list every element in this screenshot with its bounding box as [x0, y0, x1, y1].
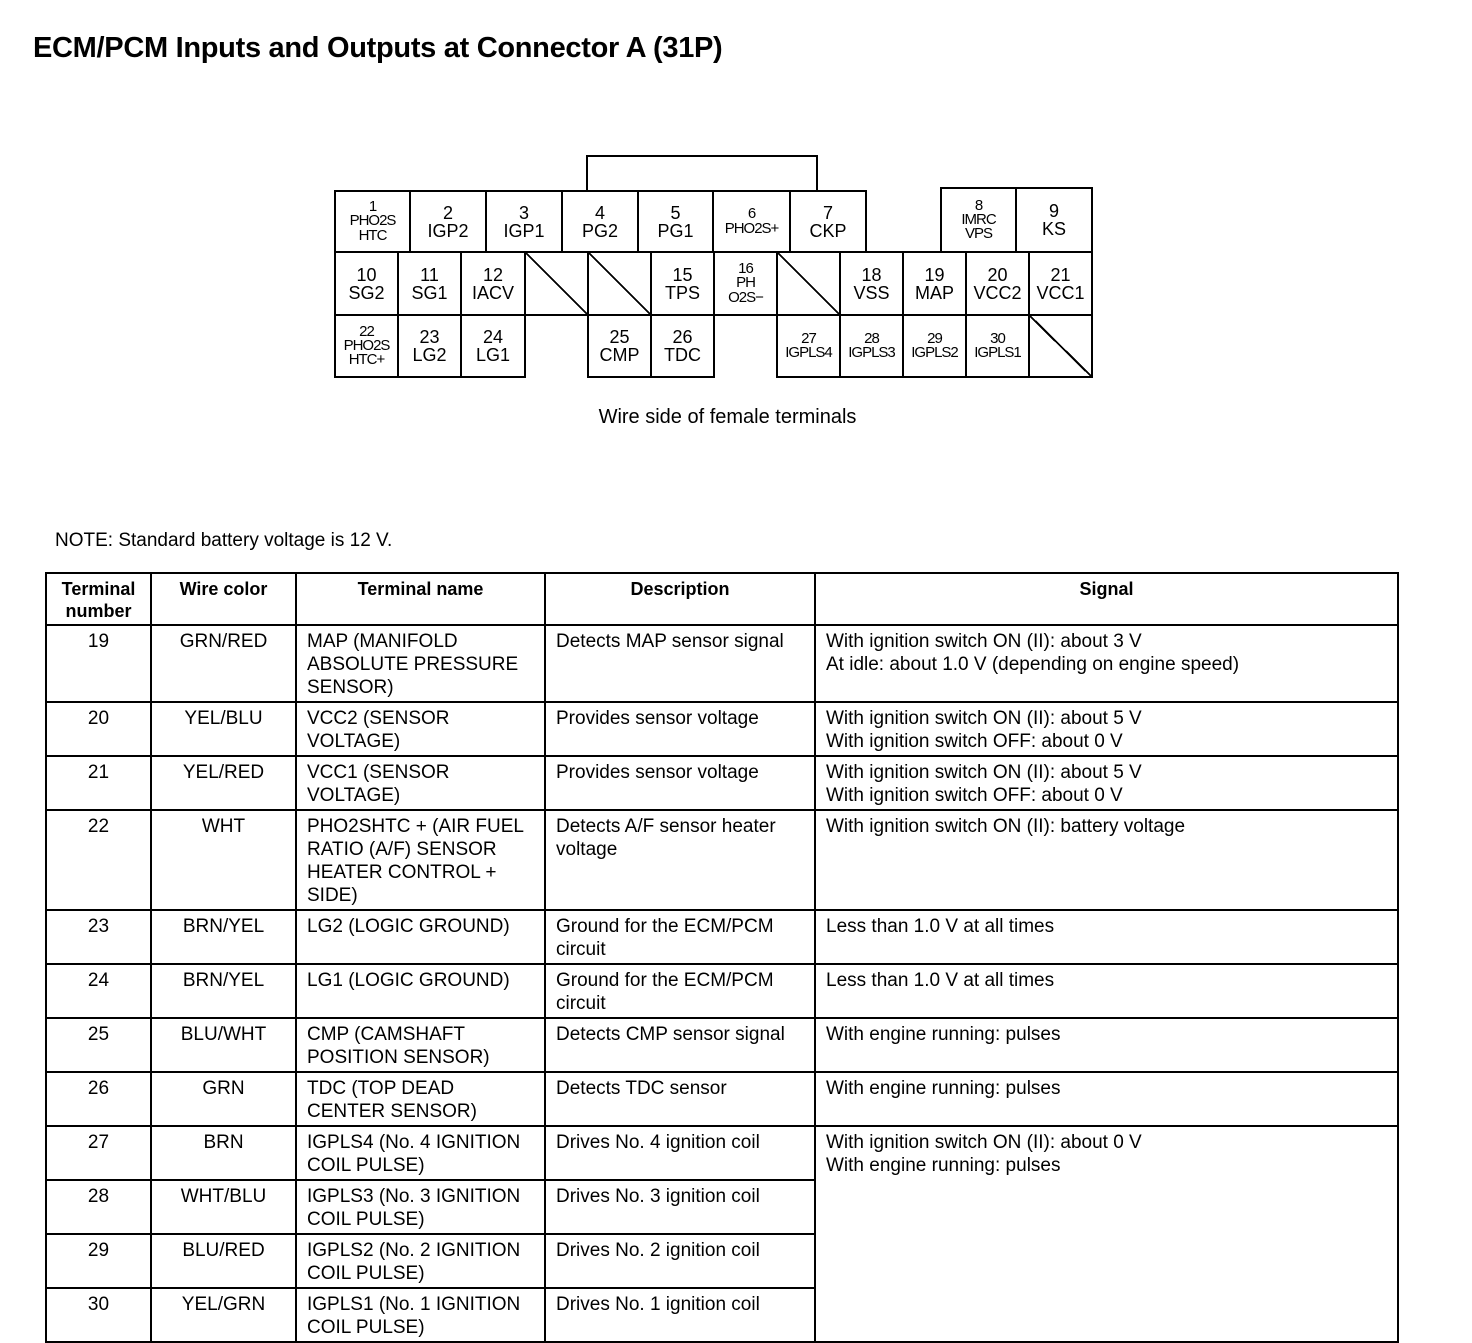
pin-14-blank [587, 251, 652, 316]
terminal-number: 24 [46, 964, 151, 1018]
pin-12: 12 IACV [460, 251, 526, 316]
description: Drives No. 3 ignition coil [545, 1180, 815, 1234]
terminal-number: 29 [46, 1234, 151, 1288]
terminal-number: 22 [46, 810, 151, 910]
signal-line: With ignition switch ON (II): battery voltage [826, 816, 1186, 837]
terminal-name: IGPLS4 (No. 4 IGNITION COIL PULSE) [296, 1126, 545, 1180]
pin-28: 28 IGPLS3 [839, 314, 904, 378]
terminal-name: VCC2 (SENSOR VOLTAGE) [296, 702, 545, 756]
description: Drives No. 4 ignition coil [545, 1126, 815, 1180]
terminal-name: PHO2SHTC + (AIR FUEL RATIO (A/F) SENSOR HEATER CONTROL + SIDE) [296, 810, 545, 910]
pin-13-blank [524, 251, 589, 316]
pin-11: 11 SG1 [397, 251, 462, 316]
signal [815, 625, 1398, 702]
terminal-name: VCC1 (SENSOR VOLTAGE) [296, 756, 545, 810]
table-row [46, 702, 1398, 756]
pin-18: 18 VSS [839, 251, 904, 316]
table-row [46, 1018, 1398, 1072]
description: Provides sensor voltage [545, 756, 815, 810]
signal [815, 1072, 1398, 1126]
signal [815, 964, 1398, 1018]
signal-line: At idle: about 1.0 V (depending on engine speed) [826, 654, 1240, 675]
signal [815, 910, 1398, 964]
pin-25: 25 CMP [587, 314, 652, 378]
terminal-name: IGPLS1 (No. 1 IGNITION COIL PULSE) [296, 1288, 545, 1342]
pin-2: 2 IGP2 [409, 190, 487, 253]
signal-line: With ignition switch ON (II): about 5 V [826, 762, 1142, 783]
signal-line: Less than 1.0 V at all times [826, 916, 1055, 937]
pin-4: 4 PG2 [561, 190, 639, 253]
description: Ground for the ECM/PCM circuit [545, 910, 815, 964]
table-row [46, 810, 1398, 910]
table-row [46, 625, 1398, 702]
io-table [45, 572, 1399, 1343]
terminal-number: 21 [46, 756, 151, 810]
pin-29: 29 IGPLS2 [902, 314, 967, 378]
table-row [46, 1126, 1398, 1180]
pin-19: 19 MAP [902, 251, 967, 316]
pin-16: 16 PH O2S− [713, 251, 778, 316]
description: Detects CMP sensor signal [545, 1018, 815, 1072]
wire-color: BRN/YEL [151, 910, 296, 964]
description: Provides sensor voltage [545, 702, 815, 756]
terminal-name: LG1 (LOGIC GROUND) [296, 964, 545, 1018]
connector-caption: Wire side of female terminals [598, 406, 857, 428]
pin-10: 10 SG2 [334, 251, 399, 316]
pin-20: 20 VCC2 [965, 251, 1030, 316]
terminal-number: 26 [46, 1072, 151, 1126]
header-wire-color: Wire color [151, 573, 296, 625]
wire-color: YEL/BLU [151, 702, 296, 756]
description: Detects A/F sensor heater voltage [545, 810, 815, 910]
pin-27: 27 IGPLS4 [776, 314, 841, 378]
signal [815, 810, 1398, 910]
table-row [46, 756, 1398, 810]
table-row [46, 1072, 1398, 1126]
header-terminal-name: Terminal name [296, 573, 545, 625]
header-signal: Signal [815, 573, 1398, 625]
wire-color: WHT/BLU [151, 1180, 296, 1234]
terminal-number: 23 [46, 910, 151, 964]
terminal-number: 30 [46, 1288, 151, 1342]
terminal-name: LG2 (LOGIC GROUND) [296, 910, 545, 964]
wire-color: BRN [151, 1126, 296, 1180]
signal-line: With ignition switch OFF: about 0 V [826, 731, 1123, 752]
wire-color: YEL/GRN [151, 1288, 296, 1342]
terminal-number: 19 [46, 625, 151, 702]
signal-line: With engine running: pulses [826, 1024, 1061, 1045]
connector-diagram [0, 0, 1472, 500]
wire-color: YEL/RED [151, 756, 296, 810]
terminal-number: 25 [46, 1018, 151, 1072]
signal-line: With ignition switch ON (II): about 5 V [826, 708, 1142, 729]
pin-17-blank [776, 251, 841, 316]
terminal-name: MAP (MANIFOLD ABSOLUTE PRESSURE SENSOR) [296, 625, 545, 702]
pin-22: 22 PHO2S HTC+ [334, 314, 399, 378]
wire-color: BLU/RED [151, 1234, 296, 1288]
signal [815, 1018, 1398, 1072]
pin-1: 1 PHO2S HTC [334, 190, 411, 253]
signal [815, 756, 1398, 810]
pin-31-blank [1028, 314, 1093, 378]
pin-7: 7 CKP [789, 190, 867, 253]
description: Detects MAP sensor signal [545, 625, 815, 702]
pin-21: 21 VCC1 [1028, 251, 1093, 316]
signal-line: With engine running: pulses [826, 1155, 1061, 1176]
wire-color: BRN/YEL [151, 964, 296, 1018]
terminal-number: 20 [46, 702, 151, 756]
description: Ground for the ECM/PCM circuit [545, 964, 815, 1018]
signal-line: Less than 1.0 V at all times [826, 970, 1055, 991]
pin-26: 26 TDC [650, 314, 715, 378]
pin-5: 5 PG1 [637, 190, 714, 253]
pin-6: 6 PHO2S+ [712, 190, 791, 253]
pin-15: 15 TPS [650, 251, 715, 316]
terminal-name: IGPLS2 (No. 2 IGNITION COIL PULSE) [296, 1234, 545, 1288]
wire-color: GRN/RED [151, 625, 296, 702]
table-row [46, 964, 1398, 1018]
signal [815, 702, 1398, 756]
pin-30: 30 IGPLS1 [965, 314, 1030, 378]
signal-line: With engine running: pulses [826, 1078, 1061, 1099]
signal-line: With ignition switch ON (II): about 0 V [826, 1132, 1142, 1153]
header-terminal-number: Terminal number [46, 573, 151, 625]
description: Drives No. 2 ignition coil [545, 1234, 815, 1288]
terminal-name: TDC (TOP DEAD CENTER SENSOR) [296, 1072, 545, 1126]
page-title: ECM/PCM Inputs and Outputs at Connector A (31P) [33, 32, 723, 64]
wire-color: BLU/WHT [151, 1018, 296, 1072]
signal-line: With ignition switch ON (II): about 3 V [826, 631, 1142, 652]
terminal-name: CMP (CAMSHAFT POSITION SENSOR) [296, 1018, 545, 1072]
table-header-row [46, 573, 1398, 625]
signal-line: With ignition switch OFF: about 0 V [826, 785, 1123, 806]
pin-9: 9 KS [1015, 187, 1093, 253]
table-row [46, 910, 1398, 964]
pin-8: 8 IMRC VPS [940, 187, 1017, 253]
pin-3: 3 IGP1 [485, 190, 563, 253]
signal-shared-27-30 [815, 1126, 1398, 1342]
terminal-number: 28 [46, 1180, 151, 1234]
battery-note: NOTE: Standard battery voltage is 12 V. [55, 530, 393, 551]
description: Drives No. 1 ignition coil [545, 1288, 815, 1342]
pin-24: 24 LG1 [460, 314, 526, 378]
wire-color: WHT [151, 810, 296, 910]
terminal-number: 27 [46, 1126, 151, 1180]
terminal-name: IGPLS3 (No. 3 IGNITION COIL PULSE) [296, 1180, 545, 1234]
wire-color: GRN [151, 1072, 296, 1126]
pin-23: 23 LG2 [397, 314, 462, 378]
description: Detects TDC sensor [545, 1072, 815, 1126]
header-description: Description [545, 573, 815, 625]
